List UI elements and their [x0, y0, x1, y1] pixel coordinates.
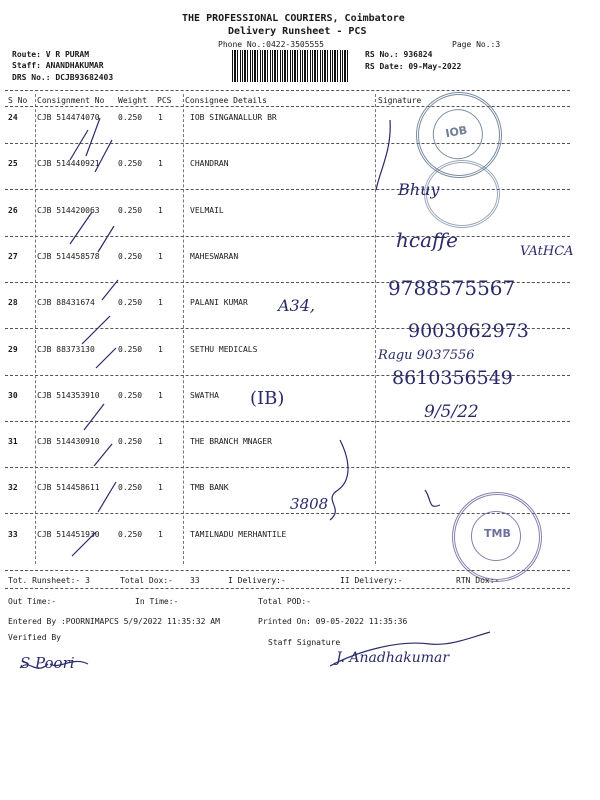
total-pod: Total POD:-: [258, 597, 311, 606]
drs-number: DRS No.: DCJB93682403: [12, 73, 114, 82]
totals-divider: [5, 588, 570, 589]
tmb-bank-stamp: [452, 492, 542, 582]
tick-mark: [94, 444, 112, 466]
handwritten-note: (IB): [250, 388, 285, 409]
handwritten-note: VAtHCA: [520, 244, 574, 259]
cell-sno: 26: [8, 205, 18, 215]
barcode: [232, 50, 350, 82]
cell-weight: 0.250: [118, 390, 143, 400]
cell-pcs: 1: [158, 159, 163, 169]
cell-pcs: 1: [158, 483, 163, 493]
verified-by: Verified By: [8, 633, 61, 642]
scribble: [425, 490, 440, 506]
tick-mark: [102, 280, 118, 300]
tick-mark: [70, 118, 100, 160]
phone-number: Phone No.:0422-3505555: [218, 40, 324, 49]
cell-name: MAHESWARAN: [190, 251, 239, 261]
handwritten-phone: 9003062973: [408, 320, 529, 342]
tick-mark: [96, 348, 116, 368]
cell-sno: 31: [8, 437, 18, 447]
company-name: THE PROFESSIONAL COURIERS, Coimbatore: [182, 13, 405, 24]
cell-pcs: 1: [158, 390, 163, 400]
cell-weight: 0.250: [118, 159, 143, 169]
staff-signature: J. Anadhakumar: [336, 650, 450, 666]
row-divider: [5, 421, 570, 422]
row-divider: [5, 467, 570, 468]
cell-pcs: 1: [158, 437, 163, 447]
handwritten-phone: 8610356549: [392, 367, 513, 389]
total-dox-count: 33: [190, 576, 200, 585]
cell-name: THE BRANCH MNAGER: [190, 437, 272, 447]
handwritten-signature: hcaffe: [396, 228, 459, 252]
cell-sno: 29: [8, 344, 18, 354]
cell-name: VELMAIL: [190, 205, 224, 215]
handwritten-date: 9/5/22: [424, 402, 479, 422]
in-time: In Time:-: [135, 597, 179, 606]
handwritten-phone: Ragu 9037556: [378, 348, 475, 363]
cell-weight: 0.250: [118, 529, 143, 539]
header-signature: Signature: [378, 96, 422, 105]
cell-name: TAMILNADU MERHANTILE: [190, 529, 287, 539]
handwritten-signature: Bhuy: [398, 180, 440, 199]
cell-weight: 0.250: [118, 113, 143, 122]
header-weight: Weight: [118, 96, 147, 105]
cell-weight: 0.250: [118, 437, 143, 447]
printed-on: Printed On: 09-05-2022 11:35:36: [258, 617, 408, 626]
cell-sno: 24: [8, 113, 18, 122]
header-consignment: Consignment No: [37, 96, 105, 105]
cell-cons: CJB 514353910: [37, 390, 100, 400]
cell-sno: 27: [8, 251, 18, 261]
cell-cons: CJB 514458611: [37, 483, 100, 493]
cell-pcs: 1: [158, 113, 163, 122]
header-consignee: Consignee Details: [185, 96, 267, 105]
route-label: Route: V R PURAM: [12, 50, 90, 59]
cell-cons: CJB 514458578: [37, 251, 100, 261]
header-pcs: PCS: [157, 96, 172, 105]
cell-cons: CJB 514451930: [37, 529, 100, 539]
total-runsheet: Tot. Runsheet:- 3: [8, 576, 90, 585]
cell-weight: 0.250: [118, 205, 143, 215]
cell-name: TMB BANK: [190, 483, 229, 493]
scribble: [376, 120, 390, 190]
page-number: Page No.:3: [452, 40, 501, 49]
cell-weight: 0.250: [118, 483, 143, 493]
cell-sno: 30: [8, 390, 18, 400]
tmb-stamp-text: TMB: [484, 527, 511, 540]
total-dox: Total Dox:-: [120, 576, 173, 585]
verified-signature: S Poori: [20, 654, 75, 672]
rs-date: RS Date: 09-May-2022: [365, 62, 462, 71]
scribble: [330, 440, 348, 520]
cell-sno: 28: [8, 298, 18, 308]
cell-name: IOB SINGANALLUR BR: [190, 113, 277, 122]
tick-mark: [98, 226, 114, 252]
rs-number: RS No.: 936824: [365, 50, 433, 59]
cell-sno: 32: [8, 483, 18, 493]
ii-delivery: II Delivery:-: [340, 576, 403, 585]
out-time: Out Time:-: [8, 597, 57, 606]
handwritten-note: A34,: [278, 296, 315, 315]
handwritten-phone: 9788575567: [388, 276, 516, 300]
cell-name: CHANDRAN: [190, 159, 229, 169]
cell-name: PALANI KUMAR: [190, 298, 248, 308]
header-sno: S No: [8, 96, 28, 105]
staff-label: Staff: ANANDHAKUMAR: [12, 61, 104, 70]
rtn-dox: RTN Dox:-: [456, 576, 500, 585]
cell-sno: 25: [8, 159, 18, 169]
tick-mark: [84, 404, 104, 430]
table-bottom-divider: [5, 570, 570, 571]
tick-mark: [70, 212, 92, 244]
cell-cons: CJB 514420063: [37, 205, 100, 215]
cell-cons: CJB 88431674: [37, 298, 95, 308]
cell-weight: 0.250: [118, 251, 143, 261]
cell-weight: 0.250: [118, 344, 143, 354]
i-delivery: I Delivery:-: [228, 576, 286, 585]
tick-mark: [82, 316, 110, 344]
runsheet-title: Delivery Runsheet - PCS: [228, 26, 367, 37]
cell-pcs: 1: [158, 529, 163, 539]
cell-name: SETHU MEDICALS: [190, 344, 258, 354]
cell-pcs: 1: [158, 205, 163, 215]
row-divider: [5, 236, 570, 237]
cell-pcs: 1: [158, 344, 163, 354]
cell-sno: 33: [8, 529, 18, 539]
cell-pcs: 1: [158, 298, 163, 308]
cell-cons: CJB 514440921: [37, 159, 100, 169]
cell-cons: CJB 514474070: [37, 113, 100, 122]
top-divider: [5, 90, 570, 91]
tick-mark: [98, 482, 116, 512]
cell-cons: CJB 88373130: [37, 344, 95, 354]
cell-cons: CJB 514430910: [37, 437, 100, 447]
cell-weight: 0.250: [118, 298, 143, 308]
cell-name: SWATHA: [190, 390, 219, 400]
entered-by: Entered By :POORNIMAPCS 5/9/2022 11:35:32 AM: [8, 617, 220, 626]
staff-signature-label: Staff Signature: [268, 638, 341, 647]
cell-pcs: 1: [158, 251, 163, 261]
iob-stamp-text: IOB: [444, 123, 469, 141]
handwritten-note: 3808: [290, 495, 329, 513]
